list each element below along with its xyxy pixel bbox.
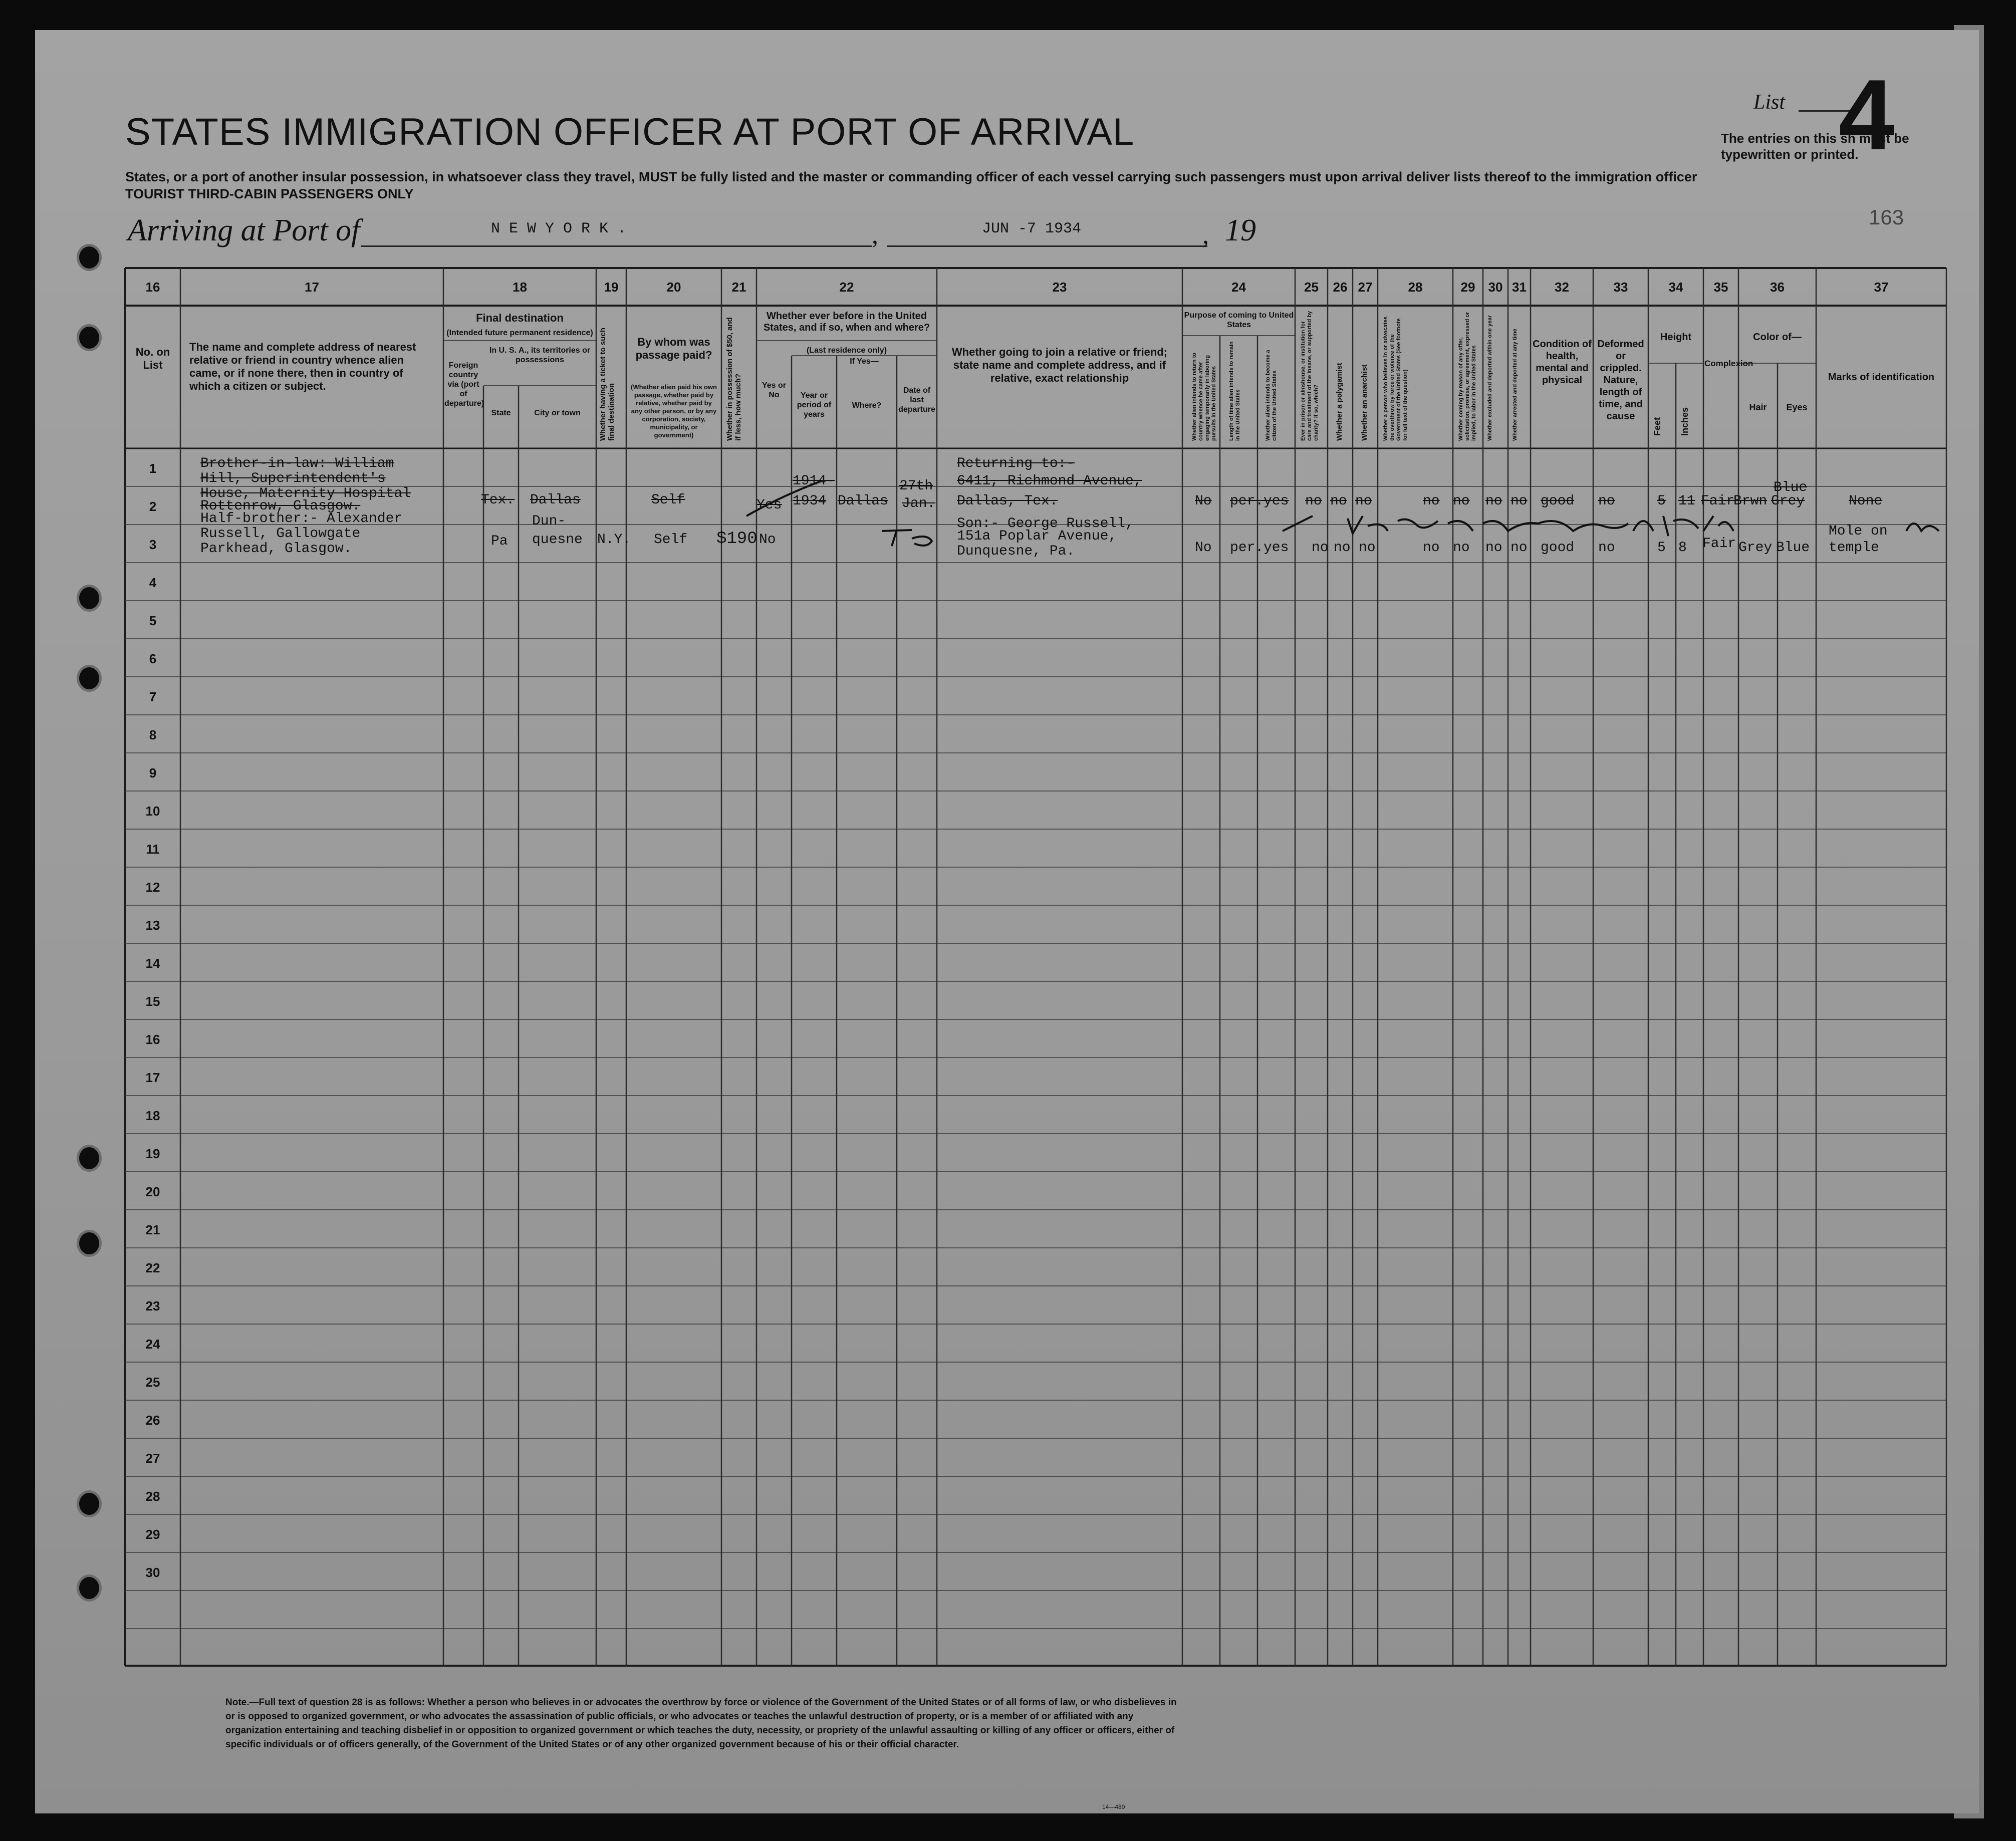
eyes-above-cell: Blue	[1774, 480, 1808, 495]
header-passage-paid: By whom was passage paid?	[635, 336, 712, 361]
row-number: 24	[145, 1337, 160, 1352]
feet-cell: 5	[1657, 540, 1666, 556]
col-number-19: 19	[604, 280, 619, 295]
row-number: 9	[149, 765, 157, 780]
row-number: 19	[145, 1146, 160, 1161]
row-number: 30	[145, 1565, 160, 1580]
header-height: Height	[1660, 332, 1692, 343]
relative-line: House, Maternity Hospital	[200, 486, 411, 501]
paid-by-cell: Self	[651, 492, 685, 508]
row-number: 2	[149, 499, 157, 514]
hair-cell: Brwn	[1733, 493, 1768, 509]
row-number: 17	[145, 1070, 160, 1085]
marks-cell: None	[1849, 493, 1883, 509]
row-number: 4	[149, 575, 157, 590]
join-line: Dallas, Tex.	[957, 493, 1058, 509]
citizen-cell: yes	[1264, 493, 1289, 509]
q28-cell: no	[1423, 540, 1440, 556]
header-color-of: Color of—	[1753, 332, 1802, 343]
q31-cell: no	[1510, 540, 1528, 556]
prison-cell: no	[1305, 493, 1322, 509]
header-length-stay: Length of time alien intends to remain in the United States	[1228, 341, 1241, 441]
join-line: Dunquesne, Pa.	[957, 544, 1075, 559]
list-note: The entries on this sh must be typewritten or printed.	[1721, 131, 1909, 162]
city-cell: Dun-	[532, 513, 566, 529]
join-line: Son:- George Russell,	[957, 516, 1134, 532]
header-excluded: Whether excluded and deported within one year	[1487, 315, 1493, 441]
col-number-37: 37	[1874, 280, 1889, 295]
header-state: State	[491, 409, 511, 417]
col-number-26: 26	[1333, 280, 1348, 295]
length-cell: per.	[1230, 493, 1264, 509]
anarchist-cell: no	[1355, 493, 1372, 509]
health-cell: good	[1541, 493, 1575, 509]
col-number-23: 23	[1052, 280, 1067, 295]
header-hair: Hair	[1749, 402, 1767, 412]
relative-line: Russell, Gallowgate	[200, 526, 361, 542]
header-become-citizen: Whether alien intends to become a citizen of the United States	[1265, 350, 1278, 441]
relative-line: Parkhead, Glasgow.	[200, 541, 352, 557]
row-number: 1	[149, 461, 157, 476]
row-number: 16	[145, 1032, 160, 1047]
header-eyes: Eyes	[1786, 402, 1808, 412]
year-cell: 1914-	[793, 473, 835, 489]
header-instruction: States, or a port of another insular possession, in whatsoever class they travel, MUST be fully listed and the master or commanding officer of each vessel carrying such passengers must upon arrival deliver lists thereof to the immigration officer	[125, 169, 1697, 184]
row-number: 25	[145, 1375, 160, 1390]
q29-cell: no	[1453, 540, 1470, 556]
header-anarchist: Whether an anarchist	[1360, 364, 1369, 441]
header-polygamist: Whether a polygamist	[1335, 363, 1344, 441]
header-arrested: Whether arrested and deported at any time	[1512, 329, 1518, 441]
inches-cell: 8	[1678, 540, 1687, 556]
footnote-question-28: Note.—Full text of question 28 is as follows: Whether a person who believes in or advocates the overthrow by force or violence of the Government of the United States or of all forms of law, or who disbelieves in or is opposed to organized government, or who advocates the assassination of public officials, or who advocates or teaches the unlawful destruction of property, or is a member of or affiliated with any organization entertaining and teaching disbelief in or opposition to organized government or which teaches the duty, necessity, or propriety of the unlawful assaulting or killing of any officer or officers, either of specific individuals or of officers generally, of the Government of the United States or of any other organized government because of his or their official character.	[225, 1697, 1177, 1750]
eyes-cell: Grey	[1771, 493, 1805, 509]
polygamist-cell: no	[1334, 540, 1351, 556]
col-number-17: 17	[305, 280, 319, 295]
row-number: 29	[145, 1527, 160, 1542]
date-cell: 27th	[899, 478, 933, 494]
header-ever-before-sub: (Last residence only)	[806, 346, 887, 355]
join-line: 6411, Richmond Avenue,	[957, 473, 1142, 489]
year-prefix: 19	[1225, 213, 1256, 247]
comma: ,	[872, 221, 878, 249]
header-complexion: Complexion	[1704, 359, 1753, 368]
arriving-label: Arriving at Port of	[128, 213, 360, 247]
header-question-29: Whether coming by reason of any offer, solicitation, promise, or agreement, expressed or implied, to labor in the United States	[1458, 312, 1477, 441]
col-number-31: 31	[1512, 280, 1527, 295]
header-feet: Feet	[1652, 417, 1662, 436]
header-year: Year or period of years	[797, 391, 832, 419]
row-number: 23	[145, 1298, 160, 1313]
header-health: Condition of health, mental and physical	[1533, 339, 1592, 386]
list-number: 4	[1839, 59, 1895, 171]
col-number-20: 20	[666, 280, 681, 295]
marks-cell: Mole on	[1829, 523, 1888, 539]
year-cell: 1934	[793, 493, 827, 509]
row-number: 14	[145, 956, 160, 971]
header-date-departure: Date of last departure	[898, 386, 935, 414]
prison-cell: no	[1312, 540, 1329, 556]
row-number: 13	[145, 918, 160, 933]
row-number: 6	[149, 651, 157, 666]
city-cell: Dallas	[530, 492, 581, 508]
page-title: STATES IMMIGRATION OFFICER AT PORT OF ARRIVAL	[125, 111, 1135, 153]
col-number-30: 30	[1488, 280, 1503, 295]
eyes-cell: Blue	[1776, 540, 1810, 556]
city-cell: quesne	[532, 532, 583, 548]
row-number: 18	[145, 1108, 160, 1123]
header-marks: Marks of identification	[1828, 372, 1935, 383]
join-line: Returning to:-	[957, 456, 1075, 471]
citizen-cell: yes	[1264, 540, 1289, 556]
row-number: 5	[149, 613, 157, 628]
relative-line: Brother-in-law: William	[200, 456, 394, 471]
header-question-28: Whether a person who believes in or advocates the overthrow by force or violence of the Government of the United States (See footnote for full text of the question)	[1383, 316, 1408, 441]
row-number: 28	[145, 1489, 160, 1504]
row-number: 27	[145, 1451, 160, 1466]
inches-cell: 11	[1678, 493, 1695, 509]
row-number: 3	[149, 537, 157, 552]
stamp-number: 163	[1869, 205, 1904, 229]
header-ever-before: Whether ever before in the United States, and if so, when and where?	[763, 311, 930, 333]
marks-cell: temple	[1829, 540, 1879, 556]
header-deformed: Deformed or crippled. Nature, length of time, and cause	[1597, 339, 1644, 422]
header-no-on-list: No. on List	[135, 346, 170, 371]
join-line: 151a Poplar Avenue,	[957, 529, 1117, 544]
col-number-33: 33	[1613, 280, 1628, 295]
col-number-24: 24	[1231, 280, 1246, 295]
polygamist-cell: no	[1330, 493, 1347, 509]
col-number-36: 36	[1770, 280, 1785, 295]
state-cell: Tex.	[481, 492, 515, 508]
col-number-16: 16	[145, 280, 160, 295]
header-money: Whether in possession of $50, and if less, how much?	[725, 317, 742, 441]
complexion-cell: Fair	[1701, 493, 1735, 509]
before-yes-cell: No	[759, 532, 776, 548]
q29-cell: no	[1453, 493, 1470, 509]
col-number-18: 18	[513, 280, 527, 295]
header-city: City or town	[534, 409, 581, 417]
header-join-relative: Whether going to join a relative or friend; state name and complete address, and if relative, exact relationship	[951, 346, 1168, 384]
date-cell: Jan.	[902, 496, 936, 511]
col-number-35: 35	[1713, 280, 1728, 295]
row-number: 15	[145, 994, 160, 1009]
header-if-yes: If Yes—	[850, 357, 879, 366]
col-number-21: 21	[731, 280, 746, 295]
relative-line: Half-brother:- Alexander	[200, 511, 403, 527]
form-number: 14—480	[1102, 1803, 1125, 1810]
header-final-destination: Final destination	[476, 312, 564, 324]
relative-line: Rottenrow, Glasgow.	[200, 498, 361, 514]
col-number-29: 29	[1460, 280, 1475, 295]
row-number: 10	[145, 804, 160, 819]
q30-cell: no	[1485, 540, 1502, 556]
header-ticket: Whether having a ticket to such final destination	[599, 328, 616, 441]
port-value: N E W Y O R K .	[491, 220, 627, 237]
list-label: List	[1753, 91, 1786, 114]
col-number-32: 32	[1555, 280, 1569, 295]
intends-return-cell: No	[1195, 493, 1212, 509]
header-passage-paid-sub: (Whether alien paid his own passage, whether paid by relative, whether paid by any other person, or by any corporation, society, municipality, or government)	[631, 383, 717, 439]
money-cell: $190	[716, 530, 758, 549]
header-yes-no: Yes or No	[762, 381, 787, 399]
length-cell: per.	[1230, 540, 1264, 556]
hair-cell: Grey	[1738, 540, 1773, 556]
comma: ,	[1202, 221, 1209, 249]
before-yes-cell: Yes	[757, 497, 782, 513]
header-intends-return: Whether alien intends to return to country whence he came after engaging temporarily in laboring pursuits in the United States	[1191, 352, 1217, 441]
header-nearest-relative: The name and complete address of nearest relative or friend in country whence alien came, or if none there, then in country of which a citizen or subject.	[189, 341, 416, 392]
where-cell: Dallas	[838, 493, 888, 509]
row-number: 7	[149, 689, 157, 704]
header-in-usa: In U. S. A., its territories or possessions	[489, 346, 591, 364]
intends-return-cell: No	[1195, 540, 1212, 556]
col-number-22: 22	[839, 280, 854, 295]
ticket-cell: N.Y.	[597, 532, 631, 548]
col-number-34: 34	[1668, 280, 1683, 295]
header-purpose: Purpose of coming to United States	[1184, 311, 1294, 329]
row-number: 8	[149, 727, 157, 742]
date-stamp: JUN -7 1934	[982, 220, 1082, 237]
q28-cell: no	[1423, 493, 1440, 509]
health-cell: good	[1541, 540, 1575, 556]
col-number-27: 27	[1358, 280, 1373, 295]
deformed-cell: no	[1598, 493, 1615, 509]
complexion-cell: Fair	[1702, 536, 1736, 552]
row-number: 21	[145, 1222, 160, 1237]
relative-line: Hill, Superintendent's	[200, 471, 386, 486]
header-class-note: TOURIST THIRD-CABIN PASSENGERS ONLY	[125, 186, 414, 201]
row-number: 20	[145, 1184, 160, 1199]
anarchist-cell: no	[1359, 540, 1376, 556]
header-foreign-country: Foreign country via (port of departure)	[444, 361, 484, 408]
header-inches: Inches	[1680, 407, 1690, 436]
col-number-25: 25	[1304, 280, 1319, 295]
header-final-destination-sub: (Intended future permanent residence)	[446, 329, 593, 337]
deformed-cell: no	[1598, 540, 1615, 556]
feet-cell: 5	[1657, 493, 1666, 509]
header-where: Where?	[852, 401, 882, 410]
row-number: 12	[145, 880, 160, 895]
q30-cell: no	[1485, 493, 1502, 509]
row-number: 11	[146, 842, 160, 857]
header-prison: Ever in prison or almshouse, or institution for care and treatment of the insane, or supported by charity? If so, which?	[1300, 311, 1319, 441]
q31-cell: no	[1510, 493, 1528, 509]
col-number-28: 28	[1408, 280, 1423, 295]
row-number: 22	[145, 1260, 160, 1275]
row-number: 26	[145, 1413, 160, 1428]
paid-by-cell: Self	[654, 532, 688, 548]
state-cell: Pa	[491, 534, 508, 549]
